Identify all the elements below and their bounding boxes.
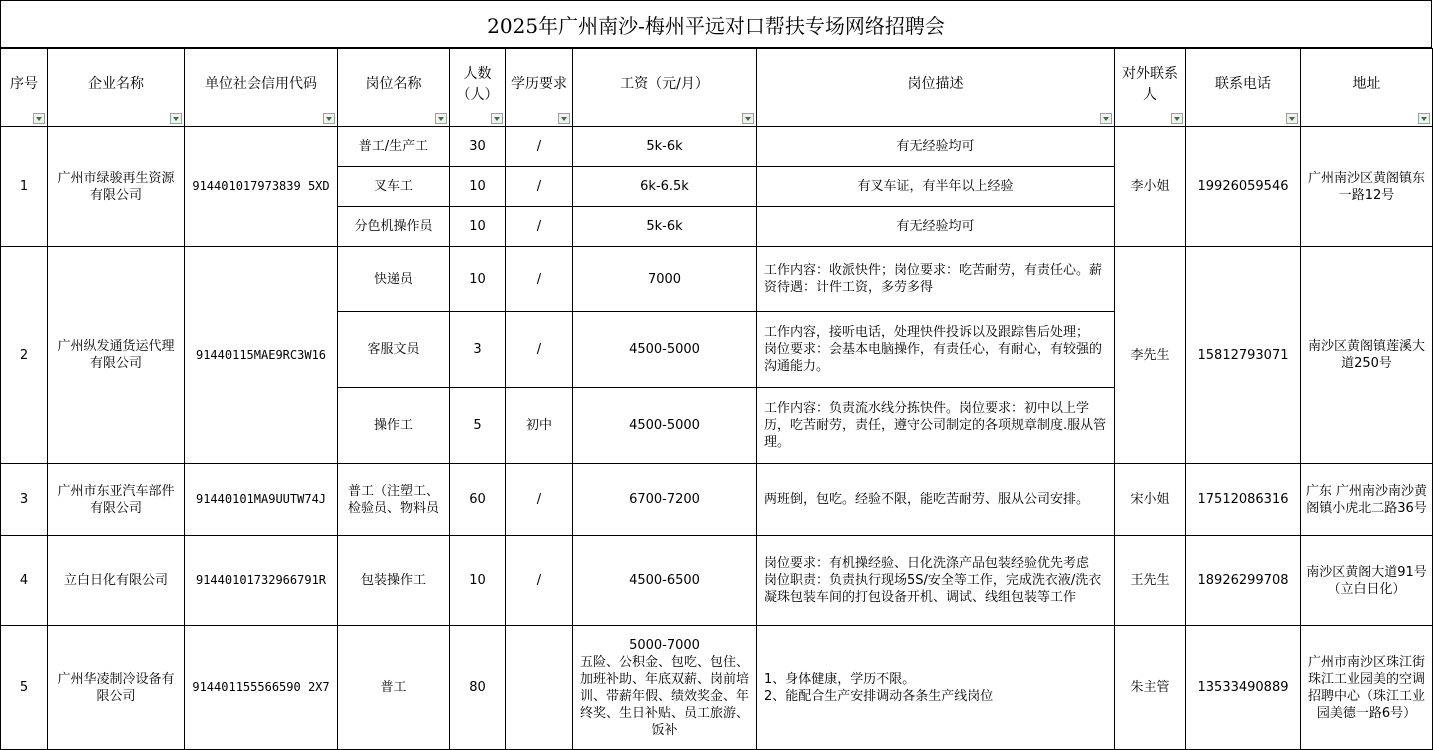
cell-count[interactable]: 30: [450, 127, 506, 167]
cell-company[interactable]: 立白日化有限公司: [48, 536, 185, 626]
dropdown-filter-icon[interactable]: [1100, 113, 1112, 124]
cell-salary[interactable]: 6700-7200: [573, 464, 757, 536]
cell-count[interactable]: 10: [450, 207, 506, 247]
cell-education[interactable]: /: [506, 312, 573, 388]
cell-education[interactable]: /: [506, 127, 573, 167]
cell-position[interactable]: 操作工: [338, 388, 450, 464]
description-line: 岗位职责：负责执行现场5S/安全等工作，完成洗衣液/洗衣凝珠包装车间的打包设备开机、调试、线组包装等工作: [764, 573, 1102, 605]
cell-credit-code[interactable]: 914401155566590 2X7: [185, 626, 338, 750]
dropdown-filter-icon[interactable]: [323, 113, 335, 124]
cell-company[interactable]: 广州市绿骏再生资源有限公司: [48, 127, 185, 247]
header-count: 人数（人）: [450, 49, 506, 127]
cell-contact[interactable]: 王先生: [1115, 536, 1186, 626]
cell-address[interactable]: 广州市南沙区珠江街珠江工业园美的空调招聘中心（珠江工业园美德一路6号）: [1301, 626, 1433, 750]
dropdown-filter-icon[interactable]: [1171, 113, 1183, 124]
cell-credit-code[interactable]: 91440115MAE9RC3W16: [185, 247, 338, 464]
cell-education[interactable]: /: [506, 207, 573, 247]
dropdown-filter-icon[interactable]: [558, 113, 570, 124]
cell-description[interactable]: [757, 536, 1115, 626]
table-row: [1, 127, 1433, 167]
cell-salary[interactable]: 4500-5000: [573, 312, 757, 388]
cell-phone[interactable]: 17512086316: [1186, 464, 1301, 536]
cell-description[interactable]: [757, 626, 1115, 750]
header-salary: 工资（元/月）: [573, 49, 757, 127]
table-row: [1, 247, 1433, 312]
cell-seq[interactable]: 4: [1, 536, 48, 626]
header-credit-code: 单位社会信用代码: [185, 49, 338, 127]
cell-position[interactable]: 普工/生产工: [338, 127, 450, 167]
dropdown-filter-icon[interactable]: [1418, 113, 1430, 124]
header-education: 学历要求: [506, 49, 573, 127]
table-row: [1, 464, 1433, 536]
description-line: 2、能配合生产安排调动各条生产线岗位: [764, 688, 994, 704]
cell-credit-code[interactable]: 914401017973839 5XD: [185, 127, 338, 247]
cell-salary[interactable]: 7000: [573, 247, 757, 312]
cell-count[interactable]: 10: [450, 536, 506, 626]
cell-description[interactable]: 工作内容：收派快件；岗位要求：吃苦耐劳，有责任心。薪资待遇：计件工资，多劳多得: [757, 247, 1115, 312]
cell-seq[interactable]: 1: [1, 127, 48, 247]
table-row: [1, 536, 1433, 626]
cell-education[interactable]: /: [506, 536, 573, 626]
cell-education[interactable]: [506, 626, 573, 750]
cell-education[interactable]: /: [506, 464, 573, 536]
cell-education[interactable]: /: [506, 167, 573, 207]
header-row: [1, 49, 1433, 127]
header-position: 岗位名称: [338, 49, 450, 127]
cell-count[interactable]: 10: [450, 167, 506, 207]
cell-count[interactable]: 80: [450, 626, 506, 750]
cell-position[interactable]: 普工（注塑工、检验员、物料员: [338, 464, 450, 536]
cell-phone[interactable]: 15812793071: [1186, 247, 1301, 464]
header-seq: 序号: [1, 49, 48, 127]
cell-phone[interactable]: 13533490889: [1186, 626, 1301, 750]
dropdown-filter-icon[interactable]: [1286, 113, 1298, 124]
cell-contact[interactable]: 李小姐: [1115, 127, 1186, 247]
salary-amount: 5000-7000: [629, 637, 700, 653]
cell-salary[interactable]: 6k-6.5k: [573, 167, 757, 207]
cell-position[interactable]: 包装操作工: [338, 536, 450, 626]
cell-count[interactable]: 5: [450, 388, 506, 464]
cell-address[interactable]: 广州南沙区黄阁镇东一路12号: [1301, 127, 1433, 247]
header-company: 企业名称: [48, 49, 185, 127]
table-row: [1, 626, 1433, 750]
cell-salary[interactable]: 4500-6500: [573, 536, 757, 626]
cell-salary[interactable]: 5k-6k: [573, 207, 757, 247]
cell-company[interactable]: 广州华凌制冷设备有限公司: [48, 626, 185, 750]
description-line: 岗位要求：有机操经验、日化洗涤产品包装经验优先考虑: [764, 556, 1090, 571]
header-contact: 对外联系人: [1115, 49, 1186, 127]
cell-address[interactable]: 南沙区黄阁镇莲溪大道250号: [1301, 247, 1433, 464]
sheet-title: 2025年广州南沙-梅州平远对口帮扶专场网络招聘会: [0, 0, 1432, 48]
cell-education[interactable]: 初中: [506, 388, 573, 464]
cell-address[interactable]: 广东 广州南沙南沙黄阁镇小虎北二路36号: [1301, 464, 1433, 536]
cell-education[interactable]: /: [506, 247, 573, 312]
cell-contact[interactable]: 朱主管: [1115, 626, 1186, 750]
cell-count[interactable]: 3: [450, 312, 506, 388]
cell-description[interactable]: 有叉车证，有半年以上经验: [757, 167, 1115, 207]
cell-position[interactable]: 普工: [338, 626, 450, 750]
cell-company[interactable]: 广州纵发通货运代理有限公司: [48, 247, 185, 464]
header-phone: 联系电话: [1186, 49, 1301, 127]
cell-description[interactable]: 两班倒，包吃。经验不限，能吃苦耐劳、服从公司安排。: [757, 464, 1115, 536]
cell-salary[interactable]: 5k-6k: [573, 127, 757, 167]
description-line: 工作内容，接听电话，处理快件投诉以及跟踪售后处理；: [764, 325, 1090, 340]
cell-seq[interactable]: 5: [1, 626, 48, 750]
cell-address[interactable]: 南沙区黄阁大道91号（立白日化）: [1301, 536, 1433, 626]
cell-contact[interactable]: 李先生: [1115, 247, 1186, 464]
recruitment-table: [0, 48, 1433, 750]
cell-phone[interactable]: 18926299708: [1186, 536, 1301, 626]
cell-contact[interactable]: 宋小姐: [1115, 464, 1186, 536]
cell-credit-code[interactable]: 91440101732966791R: [185, 536, 338, 626]
description-line: 岗位要求：会基本电脑操作，有责任心，有耐心，有较强的沟通能力。: [764, 342, 1103, 374]
cell-count[interactable]: 10: [450, 247, 506, 312]
cell-position[interactable]: 客服文员: [338, 312, 450, 388]
cell-description[interactable]: 有无经验均可: [757, 127, 1115, 167]
cell-salary[interactable]: [573, 626, 757, 750]
cell-company[interactable]: 广州市东亚汽车部件有限公司: [48, 464, 185, 536]
cell-seq[interactable]: 3: [1, 464, 48, 536]
cell-position[interactable]: 叉车工: [338, 167, 450, 207]
salary-benefits: 五险、公积金、包吃、包住、加班补助、年底双薪、岗前培训、带薪年假、绩效奖金、年终奖、生日补贴、员工旅游、饭补: [579, 654, 749, 738]
dropdown-filter-icon[interactable]: [33, 113, 45, 124]
cell-seq[interactable]: 2: [1, 247, 48, 464]
description-line: 1、身体健康，学历不限。: [764, 671, 916, 687]
dropdown-filter-icon[interactable]: [435, 113, 447, 124]
dropdown-filter-icon[interactable]: [170, 113, 182, 124]
cell-description[interactable]: 有无经验均可: [757, 207, 1115, 247]
cell-salary[interactable]: 4500-5000: [573, 388, 757, 464]
cell-phone[interactable]: 19926059546: [1186, 127, 1301, 247]
cell-position[interactable]: 快递员: [338, 247, 450, 312]
cell-description[interactable]: [757, 312, 1115, 388]
dropdown-filter-icon[interactable]: [742, 113, 754, 124]
dropdown-filter-icon[interactable]: [491, 113, 503, 124]
cell-count[interactable]: 60: [450, 464, 506, 536]
cell-credit-code[interactable]: 91440101MA9UUTW74J: [185, 464, 338, 536]
cell-description[interactable]: 工作内容：负责流水线分拣快件。岗位要求：初中以上学历，吃苦耐劳，责任，遵守公司制定的各项规章制度.服从管理。: [757, 388, 1115, 464]
header-description: 岗位描述: [757, 49, 1115, 127]
header-address: 地址: [1301, 49, 1433, 127]
cell-position[interactable]: 分色机操作员: [338, 207, 450, 247]
